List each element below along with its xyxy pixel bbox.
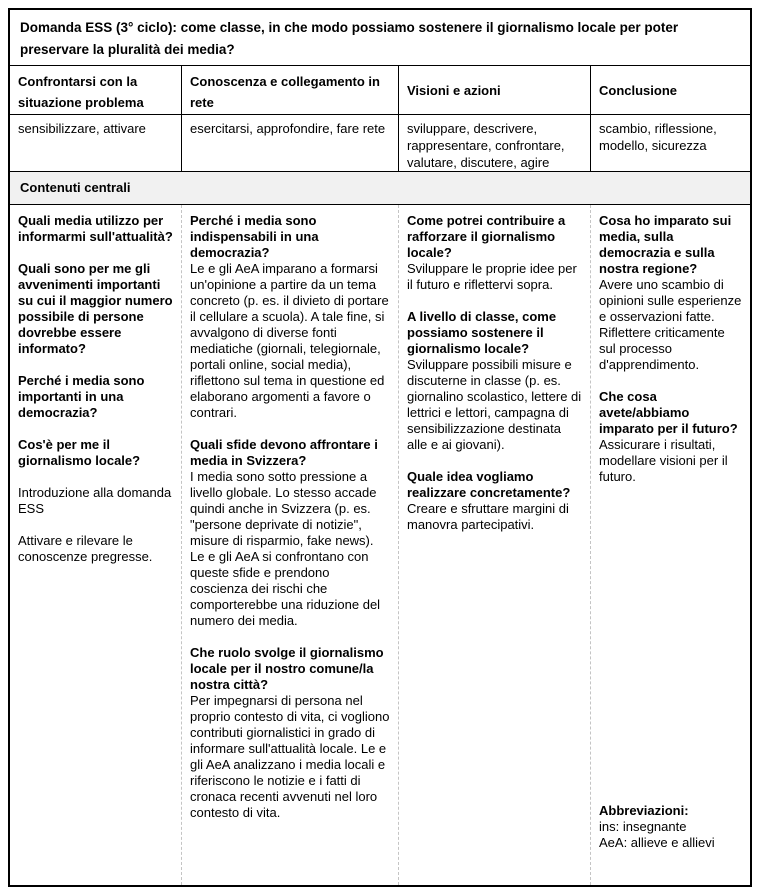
question-heading: Che ruolo svolge il giornalismo locale per il nostro comune/la nostra città? bbox=[190, 645, 384, 692]
content-column-3 bbox=[399, 205, 591, 885]
question-heading: Quali sono per me gli avvenimenti importanti su cui il maggior numero possibile di persone dovrebbe essere informato? bbox=[18, 261, 173, 356]
body-text: Sviluppare le proprie idee per il futuro e riflettervi sopra. bbox=[407, 261, 577, 292]
abbreviations-heading: Abbreviazioni: bbox=[599, 803, 689, 818]
body-text: Introduzione alla domanda ESS bbox=[18, 485, 172, 516]
question-heading: Come potrei contribuire a rafforzare il giornalismo locale? bbox=[407, 213, 566, 260]
abbreviation-line: ins: insegnante bbox=[599, 819, 687, 834]
phase-verbs-row bbox=[10, 115, 750, 172]
phase-verbs-confrontarsi: sensibilizzare, attivare bbox=[10, 115, 182, 171]
phase-header-conoscenza: Conoscenza e collegamento in rete bbox=[182, 66, 399, 114]
phase-header-visioni: Visioni e azioni bbox=[399, 66, 591, 114]
content-block bbox=[190, 213, 390, 421]
content-row bbox=[10, 205, 750, 885]
question-heading: Quali sfide devono affrontare i media in Svizzera? bbox=[190, 437, 378, 468]
content-block bbox=[190, 437, 390, 629]
body-text: Sviluppare possibili misure e discuterne in classe (p. es. giornalino scolastico, lettere di lettrici e lettori, campagna di sensibilizzazione destinata alle e ai giovani). bbox=[407, 357, 582, 452]
question-heading: A livello di classe, come possiamo sostenere il giornalismo locale? bbox=[407, 309, 557, 356]
phase-verbs-visioni: sviluppare, descrivere, rappresentare, confrontare, valutare, discutere, agire bbox=[399, 115, 591, 171]
content-column-2 bbox=[182, 205, 399, 885]
phase-verbs-conoscenza: esercitarsi, approfondire, fare rete bbox=[182, 115, 399, 171]
phase-header-confrontarsi: Confrontarsi con la situazione problema bbox=[10, 66, 182, 114]
question-heading: Cos'è per me il giornalismo locale? bbox=[18, 437, 141, 468]
content-block bbox=[407, 469, 582, 533]
content-block bbox=[407, 309, 582, 453]
body-text: Le e gli AeA imparano a formarsi un'opinione a partire da un tema concreto (p. es. il divieto di portare il cellulare a scuola). A tale fine, si avvalgono di diverse fonti mediatiche (giornali, telegiornale, portali online, social media), riflettono sul tema in questione ed elaborano argomenti a favore o contrari. bbox=[190, 261, 389, 420]
phase-verbs-conclusione: scambio, riflessione, modello, sicurezza bbox=[599, 121, 717, 153]
question-heading: Perché i media sono importanti in una democrazia? bbox=[18, 373, 145, 420]
content-block bbox=[599, 213, 742, 373]
content-block bbox=[407, 213, 582, 293]
question-heading: Perché i media sono indispensabili in una democrazia? bbox=[190, 213, 319, 260]
content-column-4 bbox=[591, 205, 750, 885]
section-label-contenuti-centrali: Contenuti centrali bbox=[10, 172, 750, 205]
question-heading: Quali media utilizzo per informarmi sull'attualità? bbox=[18, 213, 173, 244]
body-text: Per impegnarsi di persona nel proprio contesto di vita, ci vogliono contributi giornalistici in grado di informare sull'attualità locale. Le e gli AeA analizzano i media locali e riferiscono le notizie e i fatti di cronaca recenti avvenuti nel loro contesto di vita. bbox=[190, 693, 390, 820]
body-text: Avere uno scambio di opinioni sulle esperienze e osservazioni fatte. Riflettere criticamente sul processo d'apprendimento. bbox=[599, 277, 742, 372]
document-title: Domanda ESS (3° ciclo): come classe, in che modo possiamo sostenere il giornalismo locale per poter preservare la pluralità dei media? bbox=[10, 10, 750, 66]
lesson-plan-table bbox=[8, 8, 752, 887]
phase-header-conclusione: Conclusione bbox=[599, 82, 678, 98]
question-heading: Che cosa avete/abbiamo imparato per il futuro? bbox=[599, 389, 738, 436]
phase-header-row bbox=[10, 66, 750, 115]
body-text: Attivare e rilevare le conoscenze pregresse. bbox=[18, 533, 153, 564]
body-text: Creare e sfruttare margini di manovra partecipativi. bbox=[407, 501, 569, 532]
body-text: I media sono sotto pressione a livello globale. Lo stesso accade quindi anche in Svizzera (p. es. "persone deprivate di notizie", misure di risparmio, fake news). Le e gli AeA si confrontano con queste sfide e prendono coscienza dei rischi che comporterebbe una riduzione del numero dei media. bbox=[190, 469, 381, 628]
content-column-1 bbox=[10, 205, 182, 885]
content-block bbox=[599, 389, 742, 485]
question-heading: Quale idea vogliamo realizzare concretamente? bbox=[407, 469, 571, 500]
content-block bbox=[190, 645, 390, 821]
question-heading: Cosa ho imparato sui media, sulla democrazia e sulla nostra regione? bbox=[599, 213, 732, 276]
body-text: Assicurare i risultati, modellare visioni per il futuro. bbox=[599, 437, 728, 484]
abbreviation-line: AeA: allieve e allievi bbox=[599, 835, 715, 850]
abbreviations-block bbox=[599, 803, 742, 851]
